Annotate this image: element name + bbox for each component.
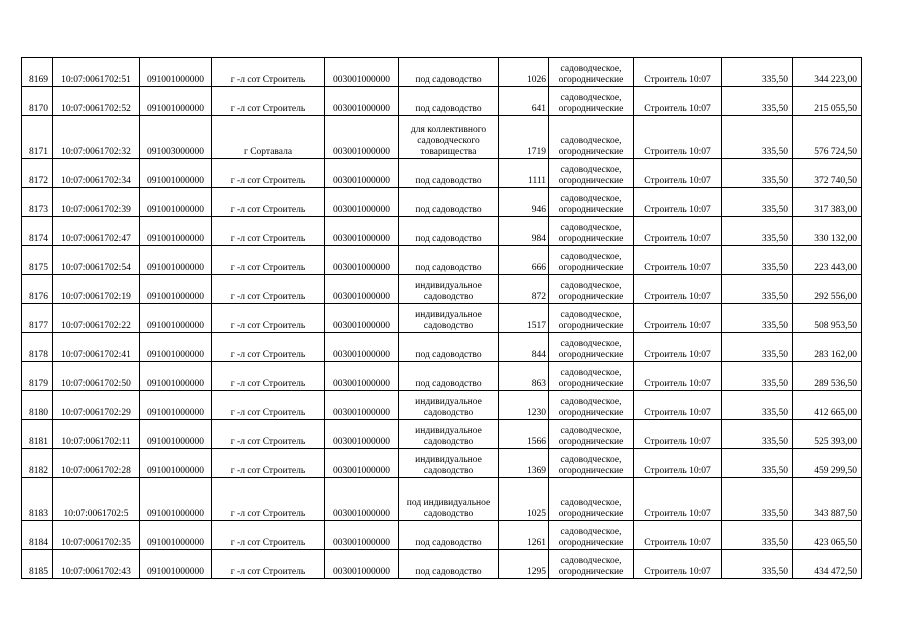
plot-address: Строитель 10:07 bbox=[634, 116, 722, 159]
land-area: 844 bbox=[499, 333, 549, 362]
land-area: 1230 bbox=[499, 391, 549, 420]
land-area: 1295 bbox=[499, 550, 549, 579]
cadastral-number: 10:07:0061702:43 bbox=[53, 550, 140, 579]
locality-name: г -л сот Строитель bbox=[212, 58, 325, 87]
permitted-use: индивидуальное садоводство bbox=[399, 275, 499, 304]
oktmo-code: 003001000000 bbox=[325, 550, 399, 579]
plot-address: Строитель 10:07 bbox=[634, 420, 722, 449]
cadastral-number: 10:07:0061702:50 bbox=[53, 362, 140, 391]
row-number: 8172 bbox=[22, 159, 53, 188]
specific-value: 335,50 bbox=[722, 478, 793, 521]
cadastral-value: 283 162,00 bbox=[793, 333, 862, 362]
okato-code: 091001000000 bbox=[140, 304, 212, 333]
cadastral-number: 10:07:0061702:19 bbox=[53, 275, 140, 304]
table-row bbox=[22, 188, 862, 217]
permitted-use: под садоводство bbox=[399, 87, 499, 116]
okato-code: 091001000000 bbox=[140, 159, 212, 188]
row-number: 8184 bbox=[22, 521, 53, 550]
okato-code: 091001000000 bbox=[140, 550, 212, 579]
plot-address: Строитель 10:07 bbox=[634, 58, 722, 87]
cadastral-number: 10:07:0061702:29 bbox=[53, 391, 140, 420]
cadastral-number: 10:07:0061702:32 bbox=[53, 116, 140, 159]
cadastral-number: 10:07:0061702:41 bbox=[53, 333, 140, 362]
specific-value: 335,50 bbox=[722, 217, 793, 246]
table-row bbox=[22, 449, 862, 478]
permitted-use: индивидуальное садоводство bbox=[399, 449, 499, 478]
cadastral-number: 10:07:0061702:51 bbox=[53, 58, 140, 87]
oktmo-code: 003001000000 bbox=[325, 362, 399, 391]
table-row bbox=[22, 58, 862, 87]
row-number: 8171 bbox=[22, 116, 53, 159]
plot-address: Строитель 10:07 bbox=[634, 362, 722, 391]
locality-name: г -л сот Строитель bbox=[212, 188, 325, 217]
table-row bbox=[22, 87, 862, 116]
cadastral-number: 10:07:0061702:11 bbox=[53, 420, 140, 449]
table-row bbox=[22, 550, 862, 579]
cadastral-value: 330 132,00 bbox=[793, 217, 862, 246]
oktmo-code: 003001000000 bbox=[325, 304, 399, 333]
okato-code: 091001000000 bbox=[140, 333, 212, 362]
plot-address: Строитель 10:07 bbox=[634, 217, 722, 246]
locality-name: г -л сот Строитель bbox=[212, 275, 325, 304]
land-area: 1026 bbox=[499, 58, 549, 87]
okato-code: 091001000000 bbox=[140, 246, 212, 275]
permitted-use: под садоводство bbox=[399, 58, 499, 87]
permitted-use: индивидуальное садоводство bbox=[399, 420, 499, 449]
row-number: 8178 bbox=[22, 333, 53, 362]
oktmo-code: 003001000000 bbox=[325, 58, 399, 87]
okato-code: 091001000000 bbox=[140, 188, 212, 217]
permitted-use: индивидуальное садоводство bbox=[399, 391, 499, 420]
land-category: садоводческое, огороднические bbox=[549, 521, 634, 550]
specific-value: 335,50 bbox=[722, 188, 793, 217]
cadastral-value: 289 536,50 bbox=[793, 362, 862, 391]
table-row bbox=[22, 217, 862, 246]
land-area: 946 bbox=[499, 188, 549, 217]
okato-code: 091001000000 bbox=[140, 420, 212, 449]
cadastral-value: 372 740,50 bbox=[793, 159, 862, 188]
row-number: 8179 bbox=[22, 362, 53, 391]
oktmo-code: 003001000000 bbox=[325, 478, 399, 521]
specific-value: 335,50 bbox=[722, 116, 793, 159]
okato-code: 091003000000 bbox=[140, 116, 212, 159]
permitted-use: под садоводство bbox=[399, 521, 499, 550]
cadastral-value: 576 724,50 bbox=[793, 116, 862, 159]
oktmo-code: 003001000000 bbox=[325, 188, 399, 217]
cadastral-value: 412 665,00 bbox=[793, 391, 862, 420]
permitted-use: под садоводство bbox=[399, 188, 499, 217]
oktmo-code: 003001000000 bbox=[325, 275, 399, 304]
specific-value: 335,50 bbox=[722, 58, 793, 87]
cadastral-number: 10:07:0061702:54 bbox=[53, 246, 140, 275]
row-number: 8169 bbox=[22, 58, 53, 87]
specific-value: 335,50 bbox=[722, 362, 793, 391]
specific-value: 335,50 bbox=[722, 521, 793, 550]
land-area: 872 bbox=[499, 275, 549, 304]
cadastral-number: 10:07:0061702:22 bbox=[53, 304, 140, 333]
table-row bbox=[22, 391, 862, 420]
land-category: садоводческое, огороднические bbox=[549, 116, 634, 159]
locality-name: г -л сот Строитель bbox=[212, 521, 325, 550]
oktmo-code: 003001000000 bbox=[325, 449, 399, 478]
plot-address: Строитель 10:07 bbox=[634, 246, 722, 275]
table-row bbox=[22, 304, 862, 333]
cadastral-value: 434 472,50 bbox=[793, 550, 862, 579]
locality-name: г -л сот Строитель bbox=[212, 159, 325, 188]
oktmo-code: 003001000000 bbox=[325, 246, 399, 275]
plot-address: Строитель 10:07 bbox=[634, 159, 722, 188]
plot-address: Строитель 10:07 bbox=[634, 87, 722, 116]
permitted-use: под садоводство bbox=[399, 246, 499, 275]
cadastral-value: 344 223,00 bbox=[793, 58, 862, 87]
row-number: 8185 bbox=[22, 550, 53, 579]
plot-address: Строитель 10:07 bbox=[634, 304, 722, 333]
land-category: садоводческое, огороднические bbox=[549, 304, 634, 333]
table-row bbox=[22, 246, 862, 275]
table-row bbox=[22, 333, 862, 362]
table-row bbox=[22, 116, 862, 159]
oktmo-code: 003001000000 bbox=[325, 391, 399, 420]
locality-name: г -л сот Строитель bbox=[212, 420, 325, 449]
cadastral-value: 459 299,50 bbox=[793, 449, 862, 478]
locality-name: г -л сот Строитель bbox=[212, 478, 325, 521]
cadastral-value: 508 953,50 bbox=[793, 304, 862, 333]
cadastral-value: 423 065,50 bbox=[793, 521, 862, 550]
row-number: 8173 bbox=[22, 188, 53, 217]
land-area: 1566 bbox=[499, 420, 549, 449]
land-area: 1517 bbox=[499, 304, 549, 333]
land-registry-table bbox=[21, 57, 862, 579]
oktmo-code: 003001000000 bbox=[325, 159, 399, 188]
specific-value: 335,50 bbox=[722, 420, 793, 449]
locality-name: г -л сот Строитель bbox=[212, 449, 325, 478]
okato-code: 091001000000 bbox=[140, 275, 212, 304]
locality-name: г -л сот Строитель bbox=[212, 362, 325, 391]
row-number: 8170 bbox=[22, 87, 53, 116]
land-category: садоводческое, огороднические bbox=[549, 391, 634, 420]
plot-address: Строитель 10:07 bbox=[634, 275, 722, 304]
row-number: 8181 bbox=[22, 420, 53, 449]
row-number: 8176 bbox=[22, 275, 53, 304]
okato-code: 091001000000 bbox=[140, 362, 212, 391]
locality-name: г -л сот Строитель bbox=[212, 304, 325, 333]
land-area: 984 bbox=[499, 217, 549, 246]
table-row bbox=[22, 362, 862, 391]
permitted-use: для коллективного садоводческого товарищества bbox=[399, 116, 499, 159]
land-category: садоводческое, огороднические bbox=[549, 449, 634, 478]
oktmo-code: 003001000000 bbox=[325, 116, 399, 159]
oktmo-code: 003001000000 bbox=[325, 333, 399, 362]
land-category: садоводческое, огороднические bbox=[549, 159, 634, 188]
land-area: 641 bbox=[499, 87, 549, 116]
table-row bbox=[22, 420, 862, 449]
locality-name: г Сортавала bbox=[212, 116, 325, 159]
registry-body bbox=[22, 58, 862, 579]
cadastral-value: 292 556,00 bbox=[793, 275, 862, 304]
cadastral-number: 10:07:0061702:52 bbox=[53, 87, 140, 116]
cadastral-value: 223 443,00 bbox=[793, 246, 862, 275]
land-category: садоводческое, огороднические bbox=[549, 478, 634, 521]
specific-value: 335,50 bbox=[722, 159, 793, 188]
row-number: 8180 bbox=[22, 391, 53, 420]
land-area: 1025 bbox=[499, 478, 549, 521]
specific-value: 335,50 bbox=[722, 449, 793, 478]
okato-code: 091001000000 bbox=[140, 217, 212, 246]
cadastral-number: 10:07:0061702:28 bbox=[53, 449, 140, 478]
plot-address: Строитель 10:07 bbox=[634, 449, 722, 478]
permitted-use: индивидуальное садоводство bbox=[399, 304, 499, 333]
locality-name: г -л сот Строитель bbox=[212, 333, 325, 362]
locality-name: г -л сот Строитель bbox=[212, 246, 325, 275]
okato-code: 091001000000 bbox=[140, 449, 212, 478]
oktmo-code: 003001000000 bbox=[325, 420, 399, 449]
cadastral-number: 10:07:0061702:35 bbox=[53, 521, 140, 550]
land-area: 1719 bbox=[499, 116, 549, 159]
land-category: садоводческое, огороднические bbox=[549, 58, 634, 87]
locality-name: г -л сот Строитель bbox=[212, 217, 325, 246]
permitted-use: под садоводство bbox=[399, 217, 499, 246]
table-row bbox=[22, 521, 862, 550]
land-category: садоводческое, огороднические bbox=[549, 362, 634, 391]
cadastral-number: 10:07:0061702:5 bbox=[53, 478, 140, 521]
specific-value: 335,50 bbox=[722, 246, 793, 275]
land-area: 1369 bbox=[499, 449, 549, 478]
land-category: садоводческое, огороднические bbox=[549, 246, 634, 275]
land-category: садоводческое, огороднические bbox=[549, 550, 634, 579]
plot-address: Строитель 10:07 bbox=[634, 188, 722, 217]
table-row bbox=[22, 275, 862, 304]
okato-code: 091001000000 bbox=[140, 391, 212, 420]
table-row bbox=[22, 159, 862, 188]
cadastral-value: 525 393,00 bbox=[793, 420, 862, 449]
land-category: садоводческое, огороднические bbox=[549, 188, 634, 217]
permitted-use: под садоводство bbox=[399, 550, 499, 579]
okato-code: 091001000000 bbox=[140, 478, 212, 521]
permitted-use: под садоводство bbox=[399, 333, 499, 362]
cadastral-number: 10:07:0061702:34 bbox=[53, 159, 140, 188]
okato-code: 091001000000 bbox=[140, 521, 212, 550]
cadastral-number: 10:07:0061702:39 bbox=[53, 188, 140, 217]
permitted-use: под садоводство bbox=[399, 159, 499, 188]
specific-value: 335,50 bbox=[722, 87, 793, 116]
specific-value: 335,50 bbox=[722, 333, 793, 362]
land-category: садоводческое, огороднические bbox=[549, 217, 634, 246]
land-category: садоводческое, огороднические bbox=[549, 275, 634, 304]
okato-code: 091001000000 bbox=[140, 87, 212, 116]
specific-value: 335,50 bbox=[722, 275, 793, 304]
land-area: 863 bbox=[499, 362, 549, 391]
oktmo-code: 003001000000 bbox=[325, 521, 399, 550]
land-category: садоводческое, огороднические bbox=[549, 87, 634, 116]
plot-address: Строитель 10:07 bbox=[634, 521, 722, 550]
specific-value: 335,50 bbox=[722, 304, 793, 333]
okato-code: 091001000000 bbox=[140, 58, 212, 87]
specific-value: 335,50 bbox=[722, 550, 793, 579]
row-number: 8183 bbox=[22, 478, 53, 521]
specific-value: 335,50 bbox=[722, 391, 793, 420]
row-number: 8175 bbox=[22, 246, 53, 275]
cadastral-number: 10:07:0061702:47 bbox=[53, 217, 140, 246]
locality-name: г -л сот Строитель bbox=[212, 391, 325, 420]
row-number: 8174 bbox=[22, 217, 53, 246]
plot-address: Строитель 10:07 bbox=[634, 333, 722, 362]
cadastral-value: 343 887,50 bbox=[793, 478, 862, 521]
oktmo-code: 003001000000 bbox=[325, 217, 399, 246]
plot-address: Строитель 10:07 bbox=[634, 550, 722, 579]
cadastral-value: 215 055,50 bbox=[793, 87, 862, 116]
plot-address: Строитель 10:07 bbox=[634, 391, 722, 420]
land-category: садоводческое, огороднические bbox=[549, 333, 634, 362]
permitted-use: под индивидуальное садоводство bbox=[399, 478, 499, 521]
locality-name: г -л сот Строитель bbox=[212, 550, 325, 579]
oktmo-code: 003001000000 bbox=[325, 87, 399, 116]
row-number: 8182 bbox=[22, 449, 53, 478]
land-area: 666 bbox=[499, 246, 549, 275]
cadastral-value: 317 383,00 bbox=[793, 188, 862, 217]
land-area: 1261 bbox=[499, 521, 549, 550]
locality-name: г -л сот Строитель bbox=[212, 87, 325, 116]
row-number: 8177 bbox=[22, 304, 53, 333]
plot-address: Строитель 10:07 bbox=[634, 478, 722, 521]
permitted-use: под садоводство bbox=[399, 362, 499, 391]
table-row bbox=[22, 478, 862, 521]
land-category: садоводческое, огороднические bbox=[549, 420, 634, 449]
land-area: 1111 bbox=[499, 159, 549, 188]
